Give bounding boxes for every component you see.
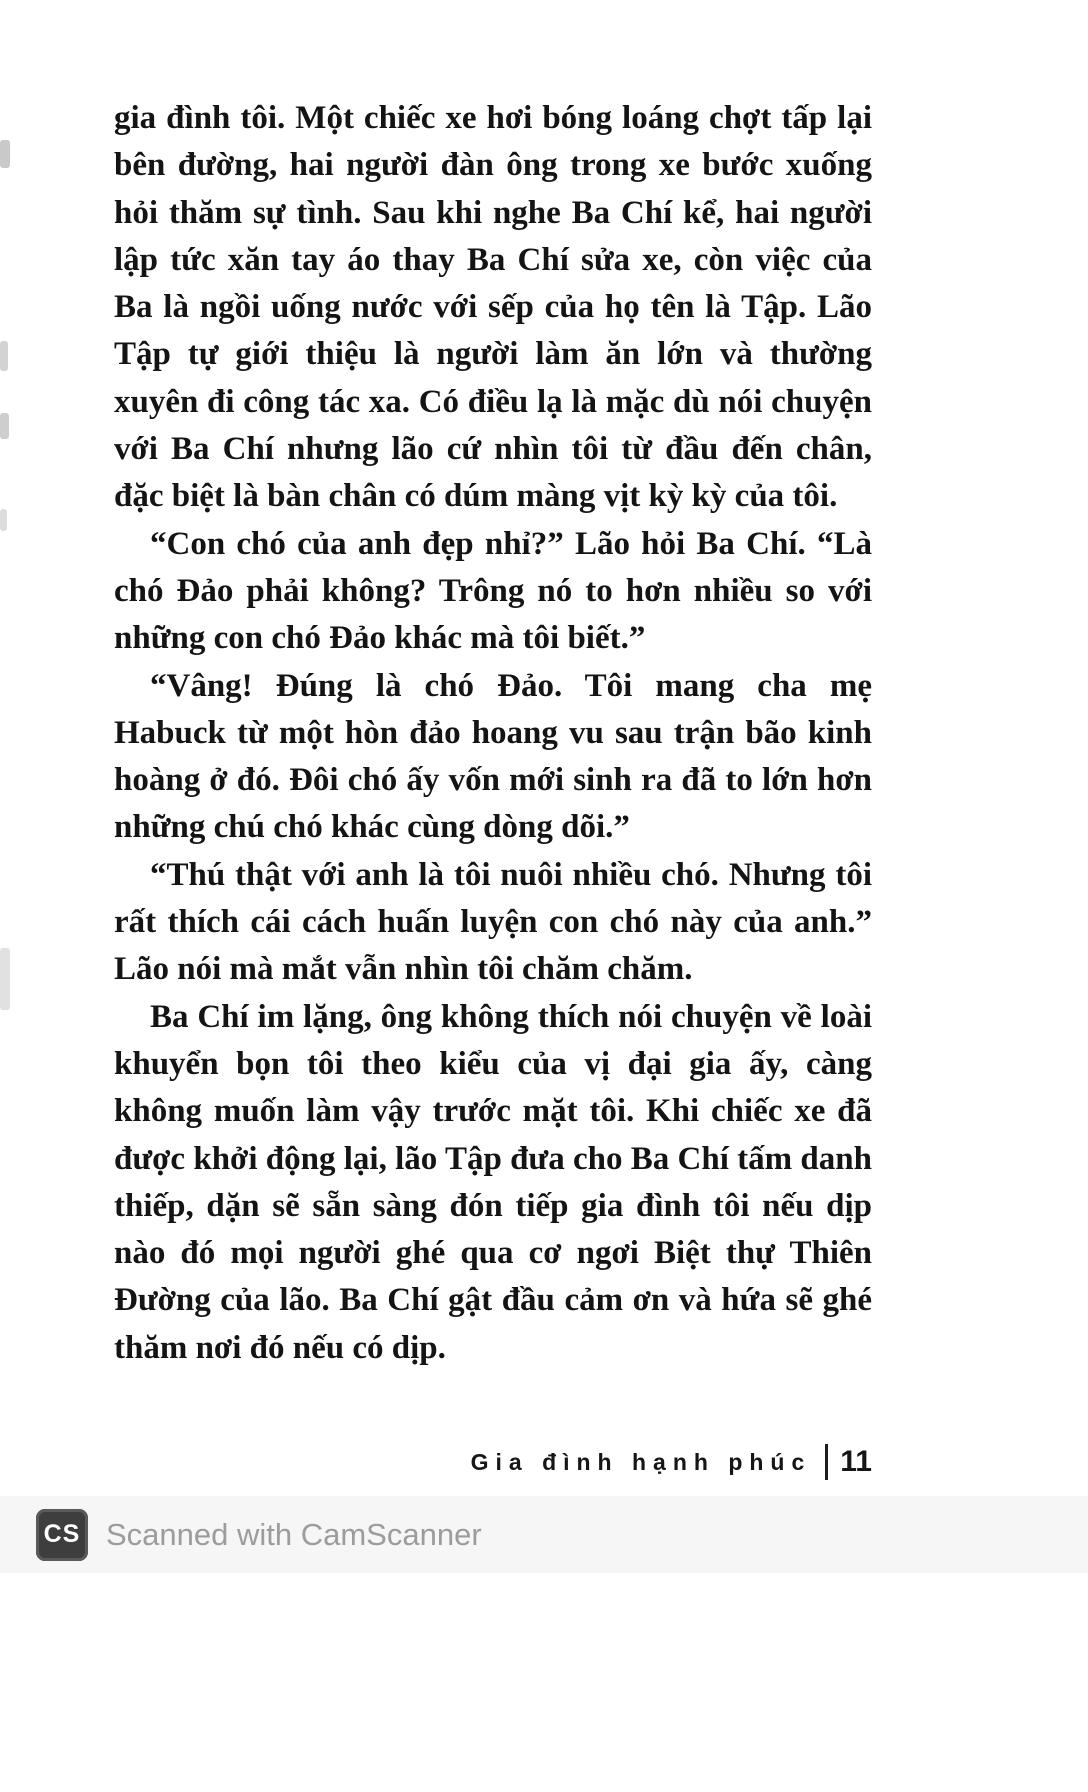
- scan-artifact: [0, 509, 7, 531]
- page-number: 11: [840, 1445, 872, 1478]
- body-text: [114, 95, 872, 1372]
- page-footer: [114, 1444, 872, 1480]
- paragraph: “Con chó của anh đẹp nhỉ?” Lão hỏi Ba Chí. “Là chó Đảo phải không? Trông nó to hơn nhiều so với những con chó Đảo khác mà tôi biết.”: [114, 525, 872, 657]
- camscanner-logo-icon: CS: [36, 1509, 88, 1561]
- scan-artifact: [0, 413, 9, 439]
- camscanner-label: Scanned with CamScanner: [106, 1516, 482, 1552]
- paragraph: “Vâng! Đúng là chó Đảo. Tôi mang cha mẹ Habuck từ một hòn đảo hoang vu sau trận bão kinh hoàng ở đó. Đôi chó ấy vốn mới sinh ra đã to lớn hơn những chú chó khác cùng dòng dõi.”: [114, 667, 872, 846]
- chapter-title: Gia đình hạnh phúc: [470, 1448, 812, 1475]
- paragraph: “Thú thật với anh là tôi nuôi nhiều chó. Nhưng tôi rất thích cái cách huấn luyện con chó này của anh.” Lão nói mà mắt vẫn nhìn tôi chăm chăm.: [114, 856, 872, 988]
- scan-artifact: [0, 140, 10, 168]
- paragraph: gia đình tôi. Một chiếc xe hơi bóng loáng chợt tấp lại bên đường, hai người đàn ông trong xe bước xuống hỏi thăm sự tình. Sau khi nghe Ba Chí kể, hai người lập tức xăn tay áo thay Ba Chí sửa xe, còn việc của Ba là ngồi uống nước với sếp của họ tên là Tập. Lão Tập tự giới thiệu là người làm ăn lớn và thường xuyên đi công tác xa. Có điều lạ là mặc dù nói chuyện với Ba Chí nhưng lão cứ nhìn tôi từ đầu đến chân, đặc biệt là bàn chân có dúm màng vịt kỳ kỳ của tôi.: [114, 100, 872, 515]
- scan-artifact: [0, 341, 8, 371]
- paragraph: Ba Chí im lặng, ông không thích nói chuyện về loài khuyển bọn tôi theo kiểu của vị đại gia ấy, càng không muốn làm vậy trước mặt tôi. Khi chiếc xe đã được khởi động lại, lão Tập đưa cho Ba Chí tấm danh thiếp, dặn sẽ sẵn sàng đón tiếp gia đình tôi nếu dịp nào đó mọi người ghé qua cơ ngơi Biệt thự Thiên Đường của lão. Ba Chí gật đầu cảm ơn và hứa sẽ ghé thăm nơi đó nếu có dịp.: [114, 998, 872, 1366]
- footer-divider: [825, 1444, 828, 1480]
- scan-artifact: [0, 948, 10, 1010]
- camscanner-watermark-bar: [0, 1496, 1088, 1573]
